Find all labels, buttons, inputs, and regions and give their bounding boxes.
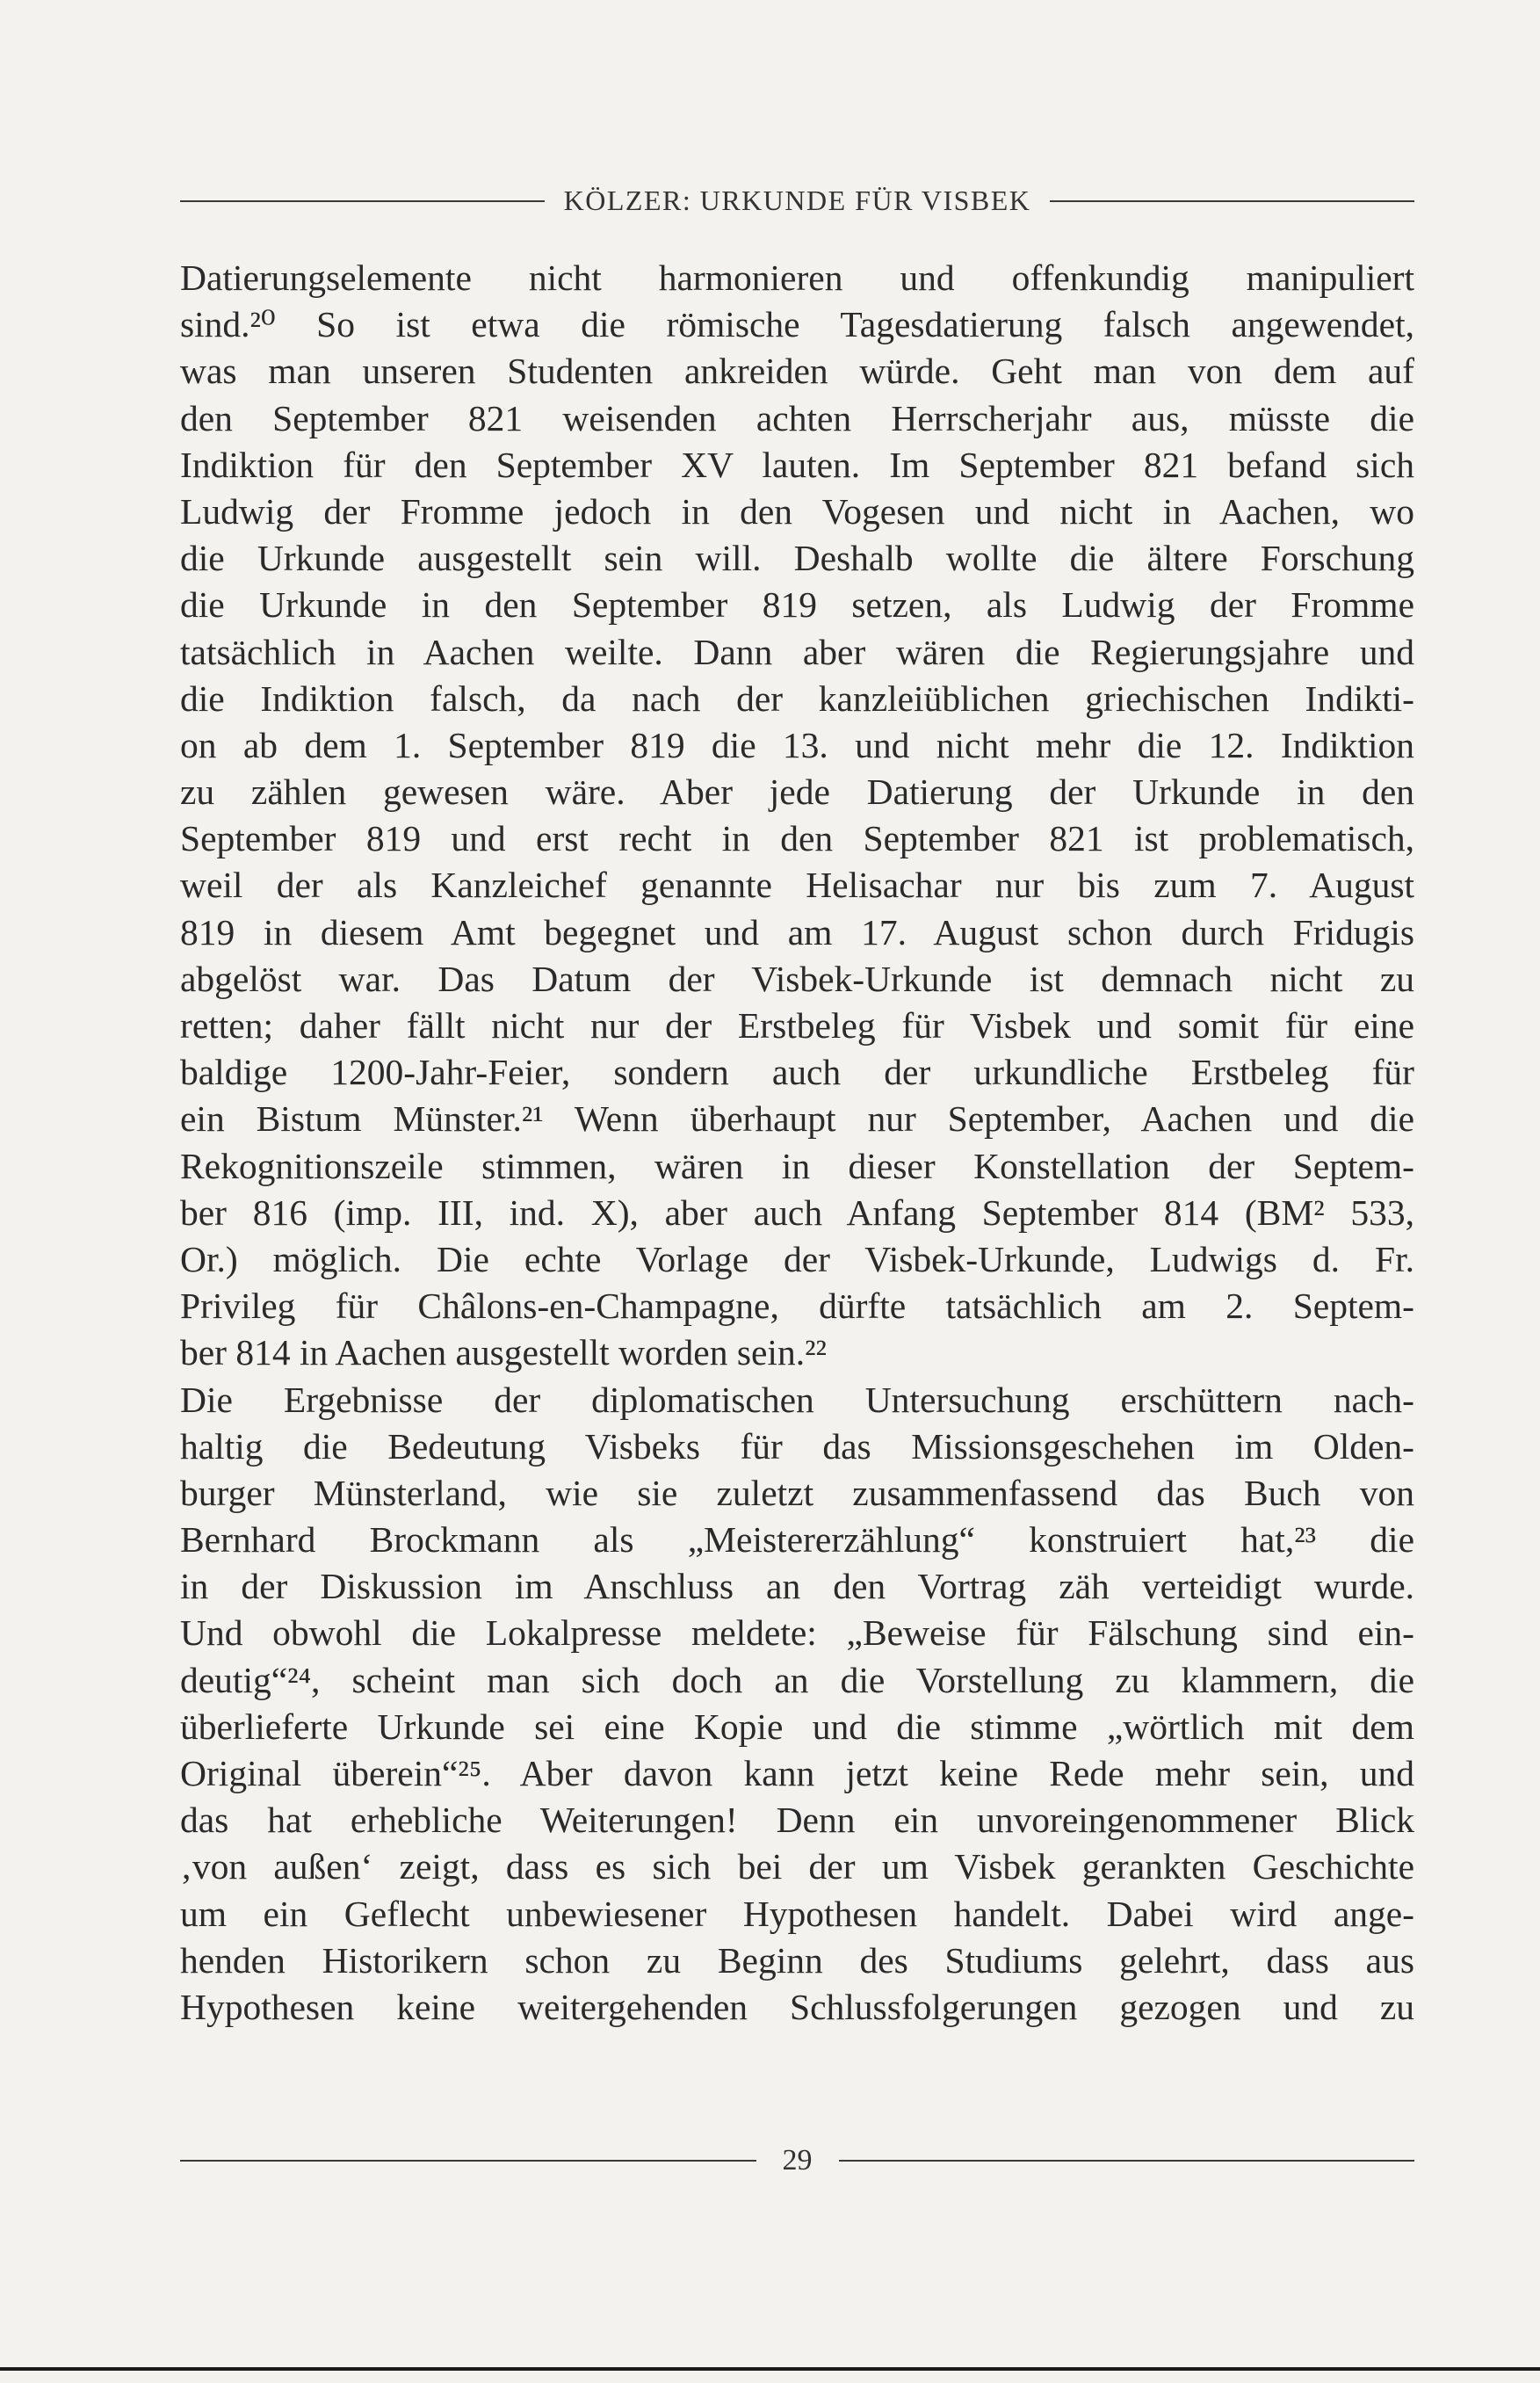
text-line: burger Münsterland, wie sie zuletzt zusammenfassend das Buch von [180, 1472, 1414, 1513]
text-line: ein Bistum Münster.²¹ Wenn überhaupt nur September, Aachen und die [180, 1098, 1414, 1140]
text-line: abgelöst war. Das Datum der Visbek-Urkunde ist demnach nicht zu [180, 958, 1414, 999]
text-line: sind.²⁰ So ist etwa die römische Tagesdatierung falsch angewendet, [180, 304, 1414, 345]
text-line: den September 821 weisenden achten Herrscherjahr aus, müsste die [180, 397, 1414, 438]
text-line: Or.) möglich. Die echte Vorlage der Visbek-Urkunde, Ludwigs d. Fr. [180, 1238, 1414, 1279]
page-footer [180, 2144, 1414, 2177]
text-line: haltig die Bedeutung Visbeks für das Missionsgeschehen im Olden- [180, 1425, 1414, 1467]
text-line: was man unseren Studenten ankreiden würde. Geht man von dem auf [180, 351, 1414, 392]
text-line: die Urkunde in den September 819 setzen, als Ludwig der Fromme [180, 584, 1414, 626]
text-line: Ludwig der Fromme jedoch in den Vogesen und nicht in Aachen, wo [180, 490, 1414, 532]
text-line: das hat erhebliche Weiterungen! Denn ein unvoreingenommener Blick [180, 1800, 1414, 1841]
running-head [180, 185, 1414, 217]
scan-edge [0, 2367, 1540, 2371]
text-line: zu zählen gewesen wäre. Aber jede Datierung der Urkunde in den [180, 771, 1414, 813]
text-line: Die Ergebnisse der diplomatischen Untersuchung erschüttern nach- [180, 1379, 1414, 1420]
text-line: 819 in diesem Amt begegnet und am 17. August schon durch Fridugis [180, 911, 1414, 952]
text-line: Original überein“²⁵. Aber davon kann jetzt keine Rede mehr sein, und [180, 1753, 1414, 1793]
header-rule-right [1050, 200, 1414, 202]
text-line: um ein Geflecht unbewiesener Hypothesen handelt. Dabei wird ange- [180, 1893, 1414, 1934]
text-line: die Indiktion falsch, da nach der kanzleiüblichen griechischen Indikti- [180, 677, 1414, 719]
text-line: baldige 1200-Jahr-Feier, sondern auch der urkundliche Erstbeleg für [180, 1052, 1414, 1093]
text-line: ‚von außen‘ zeigt, dass es sich bei der um Visbek gerankten Geschichte [180, 1846, 1414, 1887]
text-line: on ab dem 1. September 819 die 13. und nicht mehr die 12. Indiktion [180, 724, 1414, 765]
text-line: September 819 und erst recht in den September 821 ist problematisch, [180, 818, 1414, 859]
text-line: überlieferte Urkunde sei eine Kopie und die stimme „wörtlich mit dem [180, 1706, 1414, 1747]
text-line: henden Historikern schon zu Beginn des Studiums gelehrt, dass aus [180, 1939, 1414, 1981]
text-line: ber 816 (imp. III, ind. X), aber auch Anfang September 814 (BM² 533, [180, 1192, 1414, 1233]
text-line: retten; daher fällt nicht nur der Erstbeleg für Visbek und somit für eine [180, 1005, 1414, 1046]
text-line: deutig“²⁴, scheint man sich doch an die Vorstellung zu klammern, die [180, 1659, 1414, 1700]
header-rule-left [180, 200, 545, 202]
footer-rule-left [180, 2160, 756, 2162]
text-line: in der Diskussion im Anschluss an den Vortrag zäh verteidigt wurde. [180, 1566, 1414, 1607]
text-line: ber 814 in Aachen ausgestellt worden sein.²² [180, 1332, 827, 1373]
text-line: Bernhard Brockmann als „Meistererzählung“ konstruiert hat,²³ die [180, 1519, 1414, 1561]
body-text [180, 255, 1414, 2031]
text-line: die Urkunde ausgestellt sein will. Deshalb wollte die ältere Forschung [180, 538, 1414, 579]
text-line: tatsächlich in Aachen weilte. Dann aber wären die Regierungsjahre und [180, 631, 1414, 672]
text-line: Hypothesen keine weitergehenden Schlussfolgerungen gezogen und zu [180, 1986, 1414, 2027]
text-line: Und obwohl die Lokalpresse meldete: „Beweise für Fälschung sind ein- [180, 1612, 1414, 1654]
text-line: Indiktion für den September XV lauten. Im September 821 befand sich [180, 444, 1414, 485]
text-line: weil der als Kanzleichef genannte Helisachar nur bis zum 7. August [180, 865, 1414, 906]
page-number: 29 [782, 2144, 813, 2177]
text-line: Privileg für Châlons-en-Champagne, dürfte tatsächlich am 2. Septem- [180, 1286, 1414, 1327]
running-title: KÖLZER: URKUNDE FÜR VISBEK [563, 185, 1031, 216]
text-line: Datierungselemente nicht harmonieren und offenkundig manipuliert [180, 257, 1414, 298]
footer-rule-right [839, 2160, 1415, 2162]
text-line: Rekognitionszeile stimmen, wären in dieser Konstellation der Septem- [180, 1145, 1414, 1186]
